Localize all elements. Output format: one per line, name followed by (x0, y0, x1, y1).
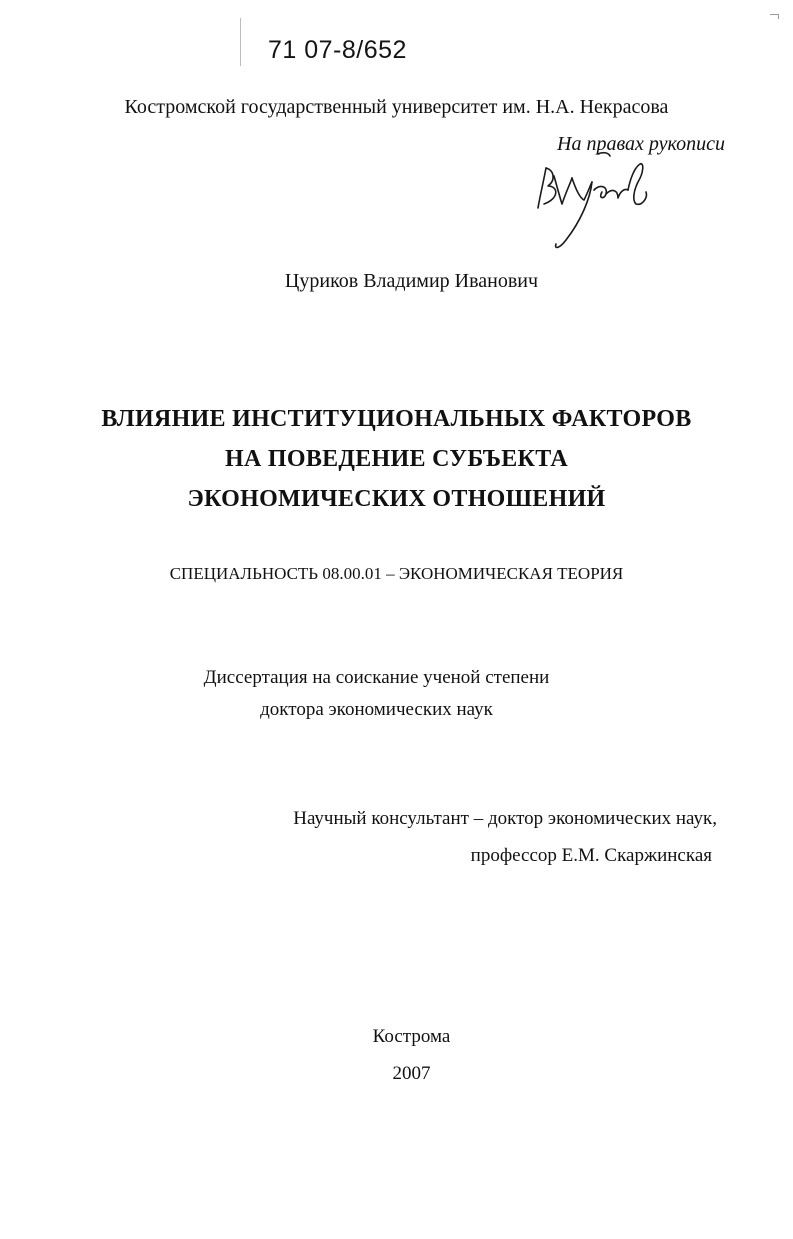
title-line-3: ЭКОНОМИЧЕСКИХ ОТНОШЕНИЙ (187, 486, 606, 512)
degree-line-2: доктора экономических наук (260, 699, 493, 720)
title-line-1: ВЛИЯНИЕ ИНСТИТУЦИОНАЛЬНЫХ ФАКТОРОВ (101, 406, 692, 432)
archive-stamp: 71 07-8/652 (268, 36, 407, 64)
title-line-2: НА ПОВЕДЕНИЕ СУБЪЕКТА (224, 446, 568, 472)
year: 2007 (392, 1063, 431, 1084)
consultant-line-2: профессор Е.М. Скаржинская (470, 845, 712, 866)
scan-margin-mark (240, 18, 241, 66)
author-name: Цуриков Владимир Иванович (284, 270, 539, 292)
manuscript-note: На правах рукописи (557, 133, 725, 155)
specialty-line: СПЕЦИАЛЬНОСТЬ 08.00.01 – ЭКОНОМИЧЕСКАЯ ТЕОРИЯ (169, 564, 624, 583)
scan-corner-mark (770, 14, 779, 19)
handwritten-signature (532, 140, 662, 260)
degree-statement (0, 662, 793, 726)
degree-line-1: Диссертация на соискание ученой степени (203, 667, 550, 688)
university-name: Костромской государственный университет им. Н.А. Некрасова (124, 96, 669, 118)
dissertation-title (0, 399, 793, 519)
consultant-line-1: Научный консультант – доктор экономических наук, (293, 808, 717, 829)
city: Кострома (372, 1026, 451, 1047)
